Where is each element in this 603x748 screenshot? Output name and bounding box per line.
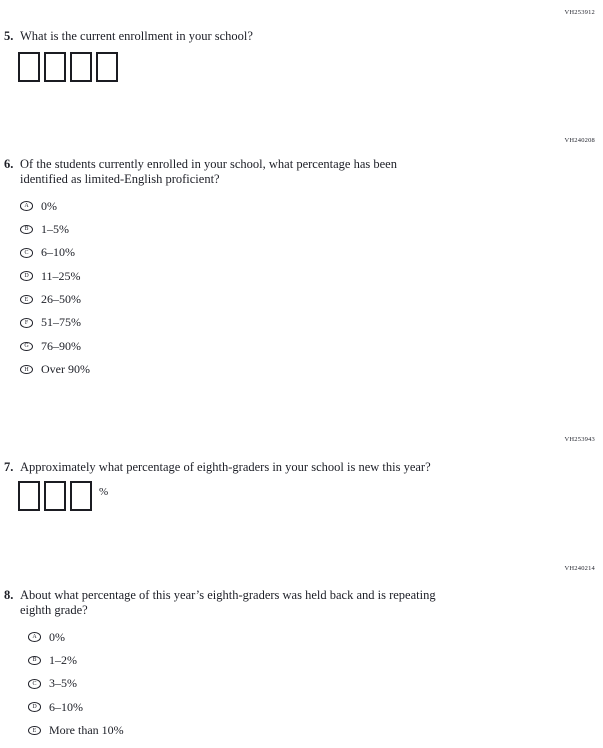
bubble-letter: C — [24, 249, 29, 256]
question-7-write-in — [18, 481, 108, 511]
option-label: 26–50% — [41, 292, 81, 307]
item-code-q7: VH253943 — [564, 436, 595, 443]
option-label: 6–10% — [49, 699, 83, 714]
question-6-line-2: identified as limited-English proficient? — [20, 171, 220, 186]
option-row — [20, 269, 90, 283]
question-5-write-in — [18, 52, 122, 82]
question-7-number: 7. — [4, 460, 14, 474]
option-bubble-c[interactable] — [28, 679, 41, 689]
option-bubble-e[interactable] — [28, 726, 41, 736]
question-8-options — [28, 630, 124, 747]
answer-box[interactable] — [44, 52, 66, 82]
question-8-text — [20, 588, 436, 617]
option-label: 51–75% — [41, 315, 81, 330]
answer-box[interactable] — [44, 481, 66, 511]
question-6 — [4, 157, 397, 186]
answer-box[interactable] — [96, 52, 118, 82]
bubble-letter: C — [32, 680, 37, 687]
option-bubble-c[interactable] — [20, 248, 33, 258]
bubble-letter: F — [24, 319, 29, 326]
question-6-line-1: Of the students currently enrolled in your school, what percentage has been — [20, 157, 397, 171]
question-8-line-1: About what percentage of this year’s eighth-graders was held back and is repeating — [20, 588, 436, 602]
option-row — [20, 316, 90, 330]
option-label: 1–5% — [41, 221, 69, 236]
question-8-line-2: eighth grade? — [20, 602, 88, 617]
option-bubble-a[interactable] — [20, 201, 33, 211]
question-5-number: 5. — [4, 29, 14, 43]
option-row — [28, 700, 124, 714]
option-bubble-b[interactable] — [28, 656, 41, 666]
question-6-options — [20, 199, 90, 386]
option-bubble-d[interactable] — [28, 702, 41, 712]
option-row — [28, 630, 124, 644]
bubble-letter: A — [24, 203, 29, 209]
option-row — [28, 724, 124, 738]
option-row — [20, 199, 90, 213]
question-7-text: Approximately what percentage of eighth-graders in your school is new this year? — [20, 460, 431, 474]
option-label: 3–5% — [49, 676, 77, 691]
item-code-q5: VH253912 — [564, 9, 595, 16]
option-label: 1–2% — [49, 652, 77, 667]
option-bubble-g[interactable] — [20, 342, 33, 352]
question-5 — [4, 29, 253, 44]
option-label: More than 10% — [49, 723, 124, 738]
item-code-q8: VH240214 — [564, 565, 595, 572]
option-label: 76–90% — [41, 338, 81, 353]
option-label: Over 90% — [41, 362, 90, 377]
percent-suffix: % — [99, 486, 109, 498]
option-row — [20, 222, 90, 236]
item-code-q6: VH240208 — [564, 137, 595, 144]
option-row — [20, 293, 90, 307]
option-bubble-f[interactable] — [20, 318, 33, 328]
option-label: 0% — [49, 629, 65, 644]
question-7 — [4, 460, 431, 475]
answer-box[interactable] — [18, 481, 40, 511]
answer-box[interactable] — [18, 52, 40, 82]
bubble-letter: G — [24, 343, 29, 350]
option-row — [20, 363, 90, 377]
question-6-number: 6. — [4, 157, 14, 171]
option-label: 11–25% — [41, 268, 81, 283]
question-8 — [4, 588, 436, 617]
option-row — [28, 677, 124, 691]
bubble-letter: B — [32, 657, 37, 664]
option-bubble-a[interactable] — [28, 632, 41, 642]
option-bubble-d[interactable] — [20, 271, 33, 281]
question-5-text: What is the current enrollment in your school? — [20, 29, 253, 43]
option-label: 0% — [41, 198, 57, 213]
bubble-letter: A — [32, 634, 37, 640]
bubble-letter: D — [32, 704, 37, 711]
bubble-letter: B — [24, 226, 29, 233]
bubble-letter: E — [24, 296, 29, 303]
option-bubble-b[interactable] — [20, 225, 33, 235]
option-bubble-e[interactable] — [20, 295, 33, 305]
bubble-letter: H — [24, 366, 29, 373]
question-6-text — [20, 157, 397, 186]
question-8-number: 8. — [4, 588, 14, 602]
bubble-letter: D — [24, 273, 29, 280]
answer-box[interactable] — [70, 52, 92, 82]
option-row — [20, 246, 90, 260]
option-row — [20, 339, 90, 353]
option-row — [28, 653, 124, 667]
answer-box[interactable] — [70, 481, 92, 511]
bubble-letter: E — [32, 727, 37, 734]
option-label: 6–10% — [41, 245, 75, 260]
option-bubble-h[interactable] — [20, 365, 33, 375]
